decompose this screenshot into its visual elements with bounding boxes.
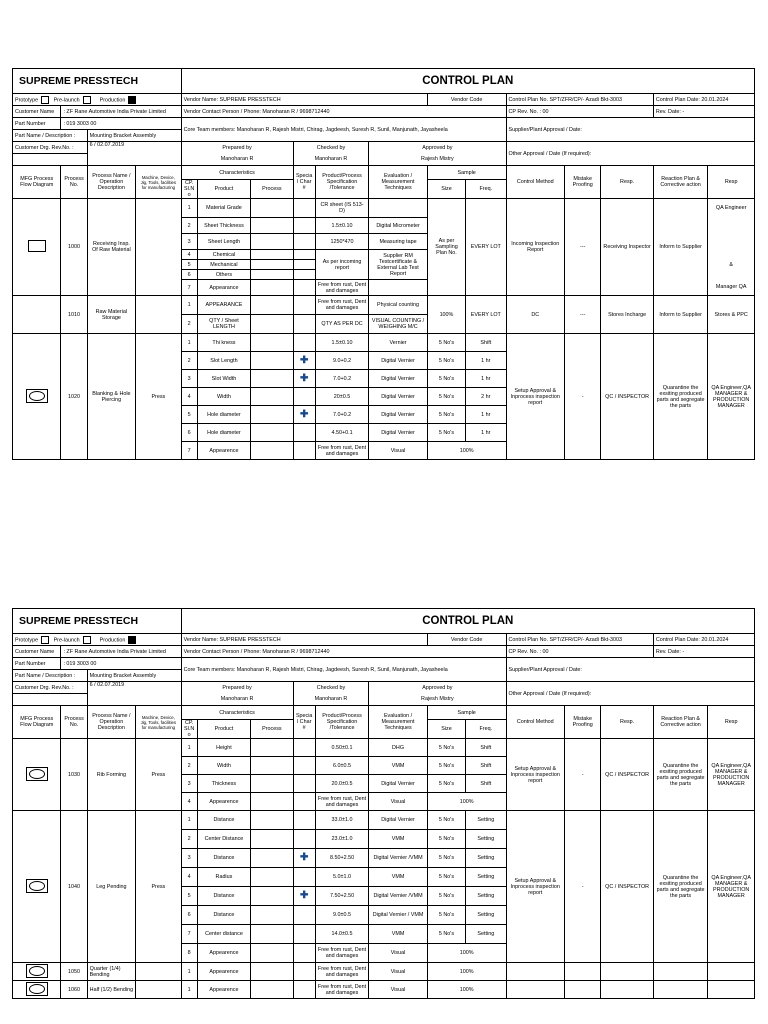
supplier-approval: Supplier/Plant Approval / Date: [506, 118, 755, 142]
vendor-name: Vendor Name: SUPREME PRESSTECH [181, 634, 427, 646]
prototype-checkbox [41, 636, 49, 644]
table-row: 1020 Blanking & Hole Piercing Press 1 Thi kness 1.5±0.10 Vernier 5 No's Shift Setup Approval & Inprocess inspection report - QC / INSPECTOR Quarantine the exsiting produced parts and segregate the parts QA Engineer,QA MANAGER & PRODUCTION MANAGER [13, 334, 755, 352]
control-plan-sheet-2: SUPREME PRESSTECH CONTROL PLAN Prototype Pre-launch Production Vendor Name: SUPREME PRESSTECH Vendor Code Control Plan No. SPT/ZFR/CP/- Azadi Bkt-3003 Control Plan Date: 20.01.2024 Customer Name : ZF Rane Automotive India Private Limited Vendor Contact Person / Phone: Manoharan R / 9698712440 CP Rev. No. : 00 Rev. Date: - Part Number : 019 3003 00 Core Team members: Manoharan R, Rajesh Mistri, Chirag, Jagdeesh, Suresh R, Sunil, Manjunath, Jayasheela Supplier/Plant Approval / Date: Part Name / Description : Mounting Bracket Assembly Customer Drg. Rev.No. : 6 / 02.07.2019 Prepared by Checked by Approved by Other Approval / Date (If required): Manoharan R Manoharan R Rajesh Mistry MFG Process Flow Diagram Process No. Process Name / Operation Description Machine, Device, Jig, Tools, facilities for manufacturing Characteristics Special Char # Product/Process Specification /Tolerance Evaluation / Measurement Techniques Sample Control Method Mistake Proofing Resp. Reaction Plan & Corrective action Resp CP. Sl.No Product Process Size Freq. 1030 Rib Forming Press 1 Height 0.50±0.1 DHG 5 No's Shift Setup Approval & Inprocess inspection report - QC / INSPECTOR Quarantine the exsiting produced parts and segregate the parts QA Engineer,QA MANAGER & PRODUCTION MANAGER 2 Width 6.0±0.5 VMM 5 No's Shift 3 Thickness 20.0±0.5 Digital Vernier 5 No's Shift 4 Appearence Free from rust, Dent and damages Visual 100% 1040 Leg Pending Press 1 Distance 33.0±1.0 Digital Vernier 5 No's Setting Setup Approval & Inprocess inspection report - QC / INSPECTOR Quarantine the exsiting produced parts and segregate the parts QA Engineer,QA MANAGER & PRODUCTION MANAGER 2 Center Distance 23.0±1.0 VMM 5 No's Setting 3 Distance ✚ 8.50+2.50 Digital Vernier /VMM 5 No's Setting 4 Radius 5.0±1.0 VMM 5 No's Setting 5 Distance ✚ 7.50+2.50 Digital Vernier /VMM 5 No's Setting 6 Distance 9.0±0.5 Digital Vernier / VMM 5 No's Setting 7 Center distance 14.0±0.5 VMM 5 No's Setting 8 Appearence Free from rust, Dent and damages Visual 100% 1050 Quarter (1/4) Bending 1 Appearence Free from rust, Dent and damages Visual 100% 1060 Half (1/2) Bending 1 Appearence Free from rust, Dent and damages Visual 100% [12, 608, 755, 999]
table-row: 2 Sheet Thickness 1.5±0.10 Digital Micrometer [13, 218, 755, 234]
production-checkbox [128, 636, 136, 644]
vendor-name: Vendor Name: SUPREME PRESSTECH [181, 94, 427, 106]
table-row: 1050 Quarter (1/4) Bending 1 Appearence Free from rust, Dent and damages Visual 100% [13, 963, 755, 981]
table-row: 3 Distance ✚ 8.50+2.50 Digital Vernier /VMM 5 No's Setting [13, 849, 755, 868]
core-team: Core Team members: Manoharan R, Rajesh Mistri, Chirag, Jagdeesh, Suresh R, Sunil, Manjunath, Jayasheela [181, 118, 506, 142]
operation-symbol-icon [26, 982, 48, 996]
part-name: Mounting Bracket Assembly [87, 670, 181, 682]
core-team: Core Team members: Manoharan R, Rajesh Mistri, Chirag, Jagdeesh, Suresh R, Sunil, Manjunath, Jayasheela [181, 658, 506, 682]
inspection-box-icon [28, 240, 46, 252]
control-plan-no: Control Plan No. SPT/ZFR/CP/- Azadi Bkt-3003 [506, 94, 653, 106]
table-row: 7 Appearence Free from rust, Dent and damages Visual 100% [13, 442, 755, 460]
operation-symbol-icon [26, 964, 48, 978]
table-row: 7 Center distance 14.0±0.5 VMM 5 No's Setting [13, 925, 755, 944]
special-characteristic-icon: ✚ [299, 354, 309, 366]
table-row: 5 Distance ✚ 7.50+2.50 Digital Vernier /VMM 5 No's Setting [13, 887, 755, 906]
table-row: 5 Hole diameter ✚ 7.0+0.2 Digital Vernier 5 No's 1 hr [13, 406, 755, 424]
flow-symbol [13, 739, 61, 811]
part-number: : 019 3003 00 [61, 658, 181, 670]
customer-name: : ZF Rane Automotive India Private Limited [61, 646, 181, 658]
table-row: 4 Chemical As per incoming report Supplier RM Testcertificate & External Lab Test Report [13, 250, 755, 260]
production-checkbox [128, 96, 136, 104]
prepared-name: Manoharan R [181, 694, 293, 706]
supplier-approval: Supplier/Plant Approval / Date: [506, 658, 755, 682]
prepared-name: Manoharan R [181, 154, 293, 166]
approved-name: Rajesh Mistry [369, 154, 506, 166]
part-number: : 019 3003 00 [61, 118, 181, 130]
drawing-rev: 6 / 02.07.2019 [87, 142, 181, 166]
table-row: 1040 Leg Pending Press 1 Distance 33.0±1.0 Digital Vernier 5 No's Setting Setup Approval & Inprocess inspection report - QC / INSPECTOR Quarantine the exsiting produced parts and segregate the parts QA Engineer,QA MANAGER & PRODUCTION MANAGER [13, 811, 755, 830]
flow-symbol [13, 963, 61, 981]
approved-name: Rajesh Mistry [369, 694, 506, 706]
cp-rev-no: CP Rev. No. : 00 [506, 106, 653, 118]
vendor-contact: Vendor Contact Person / Phone: Manoharan R / 9698712440 [181, 646, 506, 658]
other-approval: Other Approval / Date (If required): [506, 142, 755, 166]
rev-date: Rev. Date: - [653, 646, 754, 658]
cp-rev-no: CP Rev. No. : 00 [506, 646, 653, 658]
flow-symbol [13, 811, 61, 963]
table-row: 1060 Half (1/2) Bending 1 Appearence Free from rust, Dent and damages Visual 100% [13, 981, 755, 999]
drawing-rev: 6 / 02.07.2019 [87, 682, 181, 706]
special-characteristic-icon: ✚ [299, 372, 309, 384]
vendor-code: Vendor Code [427, 94, 506, 106]
table-row: 2 QTY / Sheet LENGTH QTY AS PER DC VISUAL COUNTING / WEIGHING M/C [13, 315, 755, 334]
operation-symbol-icon [26, 389, 48, 403]
other-approval: Other Approval / Date (If required): [506, 682, 755, 706]
document-title: CONTROL PLAN [181, 609, 754, 634]
table-row: 3 Slot Width ✚ 7.0+0.2 Digital Vernier 5 No's 1 hr [13, 370, 755, 388]
table-row: 8 Appearence Free from rust, Dent and damages Visual 100% [13, 944, 755, 963]
checked-name: Manoharan R [293, 154, 369, 166]
rev-date: Rev. Date: - [653, 106, 754, 118]
special-characteristic-icon: ✚ [299, 890, 309, 901]
table-row: 1000 Receiving Insp. Of Raw Material 1 Material Grade CR sheet (IS 513-D) As per Sampling Plan No. EVERY LOT Incoming Inspection Report --- Receiving Inspector Inform to Supplier QA Engineer [13, 199, 755, 218]
flow-symbol [13, 981, 61, 999]
table-row: 1010 Raw Material Storage 1 APPEARANCE Free from rust, Dent and damages Physical counting 100% EVERY LOT DC --- Stores Incharge Inform to Supplier Stores & PPC [13, 296, 755, 315]
control-plan-no: Control Plan No. SPT/ZFR/CP/- Azadi Bkt-3003 [506, 634, 653, 646]
control-plan-date: Control Plan Date: 20.01.2024 [653, 94, 754, 106]
control-plan-sheet-1: SUPREME PRESSTECH CONTROL PLAN Prototype Pre-launch Production Vendor Name: SUPREME PRESSTECH Vendor Code Control Plan No. SPT/ZFR/CP/- Azadi Bkt-3003 Control Plan Date: 20.01.2024 Customer Name : ZF Rane Automotive India Private Limited Vendor Contact Person / Phone: Manoharan R / 9698712440 CP Rev. No. : 00 Rev. Date: - Part Number : 019 3003 00 Core Team members: Manoharan R, Rajesh Mistri, Chirag, Jagdeesh, Suresh R, Sunil, Manjunath, Jayasheela Supplier/Plant Approval / Date: Part Name / Description : Mounting Bracket Assembly Customer Drg. Rev.No. : 6 / 02.07.2019 Prepared by Checked by Approved by Other Approval / Date (If required): Manoharan R Manoharan R Rajesh Mistry MFG Process Flow Diagram Process No. Process Name / Operation Description Machine, Device, Jig, Tools, facilities for manufacturing Characteristics Special Char # Product/Process Specification /Tolerance Evaluation / Measurement Techniques Sample Control Method Mistake Proofing Resp. Reaction Plan & Corrective action Resp CP. Sl.No Product Process Size Freq. 1000 Receiving Insp. Of Raw Material 1 Material Grade CR sheet (IS 513-D) As per Sampling Plan No. EVERY LOT Incoming Inspection Report --- Receiving Inspector Inform to Supplier QA Engineer 2 Sheet Thickness 1.5±0.10 Digital Micrometer 3 Sheet Length 1250*470 Measuring tape 4 Chemical As per incoming report Supplier RM Testcertificate & External Lab Test Report 5 Mechanical & 6 Others 7 Appearance Free from rust, Dent and damages Manager QA 1010 Raw Material Storage 1 APPEARANCE Free from rust, Dent and damages Physical counting 100% EVERY LOT DC --- Stores Incharge Inform to Supplier Stores & PPC 2 QTY / Sheet LENGTH QTY AS PER DC VISUAL COUNTING / WEIGHING M/C 1020 Blanking & Hole Piercing Press 1 Thi kness 1.5±0.10 Vernier 5 No's Shift Setup Approval & Inprocess inspection report - QC / INSPECTOR Quarantine the exsiting produced parts and segregate the parts QA Engineer,QA MANAGER & PRODUCTION MANAGER 2 Slot Length ✚ 9.0+0.2 Digital Vernier 5 No's 1 hr 3 Slot Width ✚ 7.0+0.2 Digital Vernier 5 No's 1 hr 4 Width 20±0.5 Digital Vernier 5 No's 2 hr 5 Hole diameter ✚ 7.0+0.2 Digital Vernier 5 No's 1 hr 6 Hole diameter 4.50+0.1 Digital Vernier 5 No's 1 hr 7 Appearence Free from rust, Dent and damages Visual 100% [12, 68, 755, 460]
table-row: 4 Radius 5.0±1.0 VMM 5 No's Setting [13, 868, 755, 887]
table-row: 3 Sheet Length 1250*470 Measuring tape [13, 234, 755, 250]
vendor-contact: Vendor Contact Person / Phone: Manoharan R / 9698712440 [181, 106, 506, 118]
table-row: 6 Hole diameter 4.50+0.1 Digital Vernier 5 No's 1 hr [13, 424, 755, 442]
table-row: 2 Width 6.0±0.5 VMM 5 No's Shift [13, 757, 755, 775]
prototype-checkbox [41, 96, 49, 104]
document-stage: Prototype Pre-launch Production [13, 634, 182, 646]
document-stage: Prototype Pre-launch Production [13, 94, 182, 106]
control-plan-date: Control Plan Date: 20.01.2024 [653, 634, 754, 646]
vendor-code: Vendor Code [427, 634, 506, 646]
prelaunch-checkbox [83, 636, 91, 644]
table-row: 5 Mechanical & [13, 260, 755, 270]
table-row: 1030 Rib Forming Press 1 Height 0.50±0.1 DHG 5 No's Shift Setup Approval & Inprocess inspection report - QC / INSPECTOR Quarantine the exsiting produced parts and segregate the parts QA Engineer,QA MANAGER & PRODUCTION MANAGER [13, 739, 755, 757]
prelaunch-checkbox [83, 96, 91, 104]
part-name: Mounting Bracket Assembly [87, 130, 181, 142]
table-row: 7 Appearance Free from rust, Dent and damages Manager QA [13, 280, 755, 296]
special-characteristic-icon: ✚ [299, 408, 309, 420]
document-title: CONTROL PLAN [181, 69, 754, 94]
company-name: SUPREME PRESSTECH [13, 609, 182, 634]
special-characteristic-icon: ✚ [299, 852, 309, 863]
operation-symbol-icon [26, 767, 48, 781]
operation-symbol-icon [26, 879, 48, 893]
table-row: 2 Slot Length ✚ 9.0+0.2 Digital Vernier 5 No's 1 hr [13, 352, 755, 370]
table-row: 2 Center Distance 23.0±1.0 VMM 5 No's Setting [13, 830, 755, 849]
company-name: SUPREME PRESSTECH [13, 69, 182, 94]
table-row: 3 Thickness 20.0±0.5 Digital Vernier 5 No's Shift [13, 775, 755, 793]
table-row: 4 Width 20±0.5 Digital Vernier 5 No's 2 hr [13, 388, 755, 406]
customer-name: : ZF Rane Automotive India Private Limited [61, 106, 181, 118]
table-row: 6 Others [13, 270, 755, 280]
checked-name: Manoharan R [293, 694, 369, 706]
table-row: 6 Distance 9.0±0.5 Digital Vernier / VMM 5 No's Setting [13, 906, 755, 925]
flow-symbol [13, 199, 61, 296]
table-row: 4 Appearence Free from rust, Dent and damages Visual 100% [13, 793, 755, 811]
flow-symbol [13, 334, 61, 460]
